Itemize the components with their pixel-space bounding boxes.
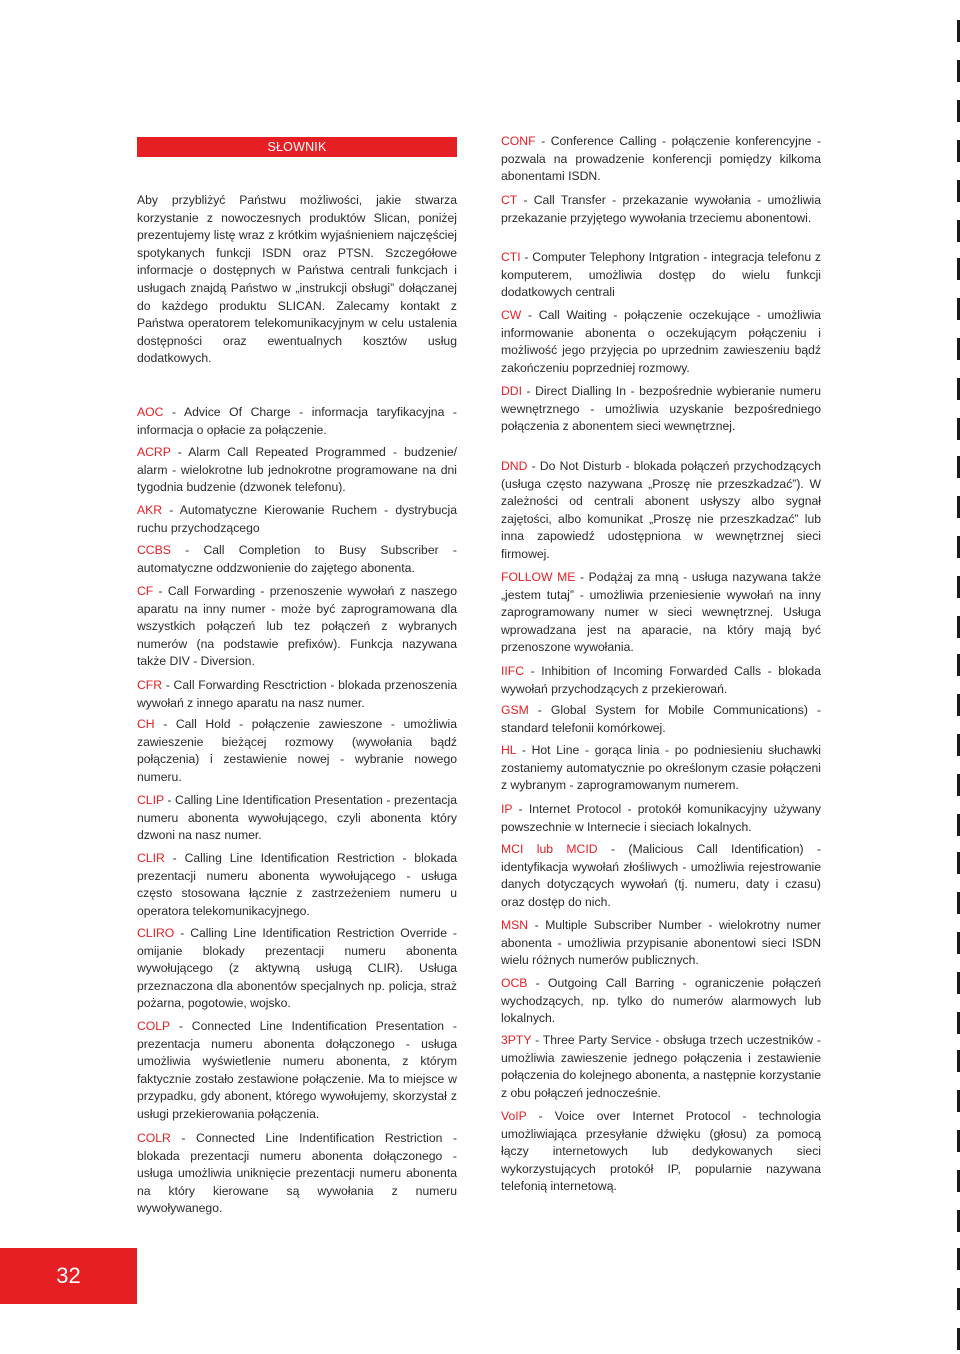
glossary-entry xyxy=(501,458,821,564)
glossary-entry xyxy=(501,663,821,698)
glossary-term: 3PTY xyxy=(501,1033,532,1047)
glossary-definition: - Voice over Internet Protocol - technologia umożliwiająca przesyłanie dźwięku (głosu) za pomocą łączy internetowych lub dedykowanych sieci wykorzystujących protokół IP, popularnie nazywana telefonią internetową. xyxy=(501,1109,821,1194)
glossary-term: DND xyxy=(501,459,528,473)
glossary-entry xyxy=(137,404,457,439)
glossary-term: CLIP xyxy=(137,793,164,807)
glossary-entry xyxy=(501,192,821,227)
glossary-entry xyxy=(501,801,821,836)
glossary-definition: - Direct Dialling In - bezpośrednie wybieranie numeru wewnętrznego - umożliwia uzyskanie bezpośredniego połączenia z abonentem sieci wewnętrznej. xyxy=(501,384,821,434)
glossary-definition: - Hot Line - gorąca linia - po podniesieniu słuchawki zostaniemy automatycznie po określonym czasie połączeni z wybranym - zaprogramowanym numerem. xyxy=(501,743,821,793)
glossary-term: MCI lub MCID xyxy=(501,842,598,856)
glossary-term: COLR xyxy=(137,1131,171,1145)
intro-paragraph: Aby przybliżyć Państwu możliwości, jakie stwarza korzystanie z nowoczesnych produktów Slican, poniżej prezentujemy listę wraz z krótkim wyjaśnieniem najczęściej spotykanych funkcji ISDN oraz PTSN. Szczegółowe informacje o dostępnych w Państwa centrali funkcjach i usługach znajdą Państwo w „instrukcji obsługi” dołączanej do każdego produktu SLICAN. Zalecamy kontakt z Państwa operatorem telekomunikacyjnym w celu ustalenia dostępności oraz ewentualnych kosztów usług dodatkowych. xyxy=(137,193,457,366)
glossary-term: FOLLOW ME xyxy=(501,570,576,584)
glossary-entry xyxy=(137,1018,457,1124)
glossary-definition: - Computer Telephony Intgration - integracja telefonu z komputerem, umożliwia dostęp do wielu funkcji dodatkowych centrali xyxy=(501,250,821,300)
glossary-term: CT xyxy=(501,193,518,207)
glossary-entry xyxy=(137,1130,457,1218)
glossary-title: SŁOWNIK xyxy=(137,137,457,157)
glossary-definition: - Three Party Service - obsługa trzech uczestników - umożliwia zawieszenie jednego połączenia i zestawienie połączenia do kolejnego abonenta, a następnie korzystanie z obu połączeń jednocześnie. xyxy=(501,1033,821,1100)
glossary-term: CW xyxy=(501,308,522,322)
glossary-entry xyxy=(501,917,821,970)
glossary-term: CH xyxy=(137,717,155,731)
glossary-term: CTI xyxy=(501,250,521,264)
glossary-definition: - Conference Calling - połączenie konferencyjne - pozwala na prowadzenie konferencji pomiędzy kilkoma abonentami ISDN. xyxy=(501,134,821,184)
glossary-definition: - Call Forwarding - przenoszenie wywołań z naszego aparatu na inny numer - może być zaprogramowana dla wszystkich połączeń lub tez połączeń z wybranych numerów (na podstawie prefixów). Funkcja nazywana także DIV - Diversion. xyxy=(137,584,457,669)
glossary-entry xyxy=(137,716,457,786)
glossary-term: IP xyxy=(501,802,513,816)
glossary-entry xyxy=(501,249,821,302)
glossary-entry xyxy=(501,841,821,911)
glossary-definition: - Connected Line Indentification Presentation - prezentacja numeru abonenta dołączonego - usługa umożliwia wyświetlenie numeru abonenta, z którym faktycznie zostało zestawione połączenie. Ma to miejsce w przypadku, gdy abonent, którego wywołujemy, skorzystał z usługi przekierowania połączenia. xyxy=(137,1019,457,1121)
glossary-term: CCBS xyxy=(137,543,171,557)
glossary-term: HL xyxy=(501,743,517,757)
glossary-definition: - Podążaj za mną - usługa nazywana także „jestem tutaj” - umożliwia przeniesienie wywołań na inny zaprogramowany numer w sieci wewnętrznej. Usługa wprowadzana jest na aparacie, na który mają być przenoszone wywołania. xyxy=(501,570,821,655)
glossary-term: CFR xyxy=(137,678,163,692)
glossary-definition: - Calling Line Identification Restriction Override - omijanie blokady prezentacji numeru abonenta wywołującego (z aktywną usługą CLIR). Usługa przeznaczona dla abonentów specjalnych np. policja, straż pożarna, pogotowie, wojsko. xyxy=(137,926,457,1011)
glossary-term: AOC xyxy=(137,405,164,419)
glossary-term: CLIRO xyxy=(137,926,175,940)
glossary-definition: - Connected Line Indentification Restriction - blokada prezentacji numeru abonenta dołączonego - usługa umożliwia uniknięcie prezentacji numeru abonenta na który kierowane są wywołania z numeru wywoływanego. xyxy=(137,1131,457,1216)
glossary-entry xyxy=(501,1108,821,1196)
glossary-definition: - Calling Line Identification Presentation - prezentacja numeru abonenta wywołującego, czyli abonenta który dzwoni na nasz numer. xyxy=(137,793,457,843)
glossary-term: CLIR xyxy=(137,851,165,865)
glossary-term: COLP xyxy=(137,1019,170,1033)
glossary-definition: - Call Hold - połączenie zawieszone - umożliwia zawieszenie bieżącej rozmowy (wywołania bądź połączenia) i zestawienie nowej - wybranie nowego numeru. xyxy=(137,717,457,784)
glossary-term: ACRP xyxy=(137,445,171,459)
glossary-definition: - (Malicious Call Identification) - identyfikacja wywołań złośliwych - umożliwia rejestrowanie danych dotyczących wywołań (tj. numeru, daty i czasu) oraz dostęp do nich. xyxy=(501,842,821,909)
glossary-entry xyxy=(137,583,457,671)
glossary-definition: - Global System for Mobile Communications) - standard telefonii komórkowej. xyxy=(501,703,821,735)
glossary-definition: - Call Waiting - połączenie oczekujące - umożliwia informowanie abonenta o oczekującym połączeniu i możliwość jego przyjęcia po uprzednim zawieszeniu bądź zakończeniu poprzedniej rozmowy. xyxy=(501,308,821,375)
glossary-entry xyxy=(501,702,821,737)
glossary-term: AKR xyxy=(137,503,163,517)
glossary-entry xyxy=(501,742,821,795)
glossary-definition: - Advice Of Charge - informacja taryfikacyjna - informacja o opłacie za połączenie. xyxy=(137,405,457,437)
glossary-definition: - Call Transfer - przekazanie wywołania - umożliwia przekazanie przyjętego wywołania trzeciemu abonentowi. xyxy=(501,193,821,225)
glossary-definition: - Outgoing Call Barring - ograniczenie połączeń wychodzących, np. tylko do numerów alarmowych lub lokalnych. xyxy=(501,976,821,1026)
glossary-definition: - Do Not Disturb - blokada połączeń przychodzących (usługa często nazywana „Proszę nie przeszkadzać”). W zależności od centrali abonent usłyszy albo sygnał zajętości, albo komunikat „Proszę nie przeszkadzać” lub inna zapowiedź udostępniona w wewnętrznej sieci firmowej. xyxy=(501,459,821,561)
glossary-entry xyxy=(137,677,457,712)
glossary-term: OCB xyxy=(501,976,528,990)
glossary-definition: - Call Forwarding Resctriction - blokada przenoszenia wywołań z innego aparatu na nasz numer. xyxy=(137,678,457,710)
glossary-entry xyxy=(137,444,457,497)
glossary-term: DDI xyxy=(501,384,522,398)
glossary-entry xyxy=(501,1032,821,1102)
glossary-entry xyxy=(137,850,457,920)
glossary-entry xyxy=(501,383,821,436)
glossary-definition: - Multiple Subscriber Number - wielokrotny numer abonenta - umożliwia przypisanie abonentowi sieci ISDN wielu różnych numerów publicznych. xyxy=(501,918,821,968)
glossary-entry xyxy=(137,925,457,1013)
glossary-entry xyxy=(501,975,821,1028)
glossary-term: IIFC xyxy=(501,664,525,678)
glossary-entry xyxy=(137,542,457,577)
glossary-term: VoIP xyxy=(501,1109,527,1123)
glossary-definition: - Calling Line Identification Restriction - blokada prezentacji numeru abonenta wywołującego - usługa często stosowana łącznie z zastrzeżeniem numeru u operatora telekomunikacyjnego. xyxy=(137,851,457,918)
glossary-definition: - Automatyczne Kierowanie Ruchem - dystrybucja ruchu przychodzącego xyxy=(137,503,457,535)
glossary-definition: - Internet Protocol - protokół komunikacyjny używany powszechnie w Internecie i sieciach lokalnych. xyxy=(501,802,821,834)
glossary-definition: - Inhibition of Incoming Forwarded Calls - blokada wywołań przychodzących z przekierowań. xyxy=(501,664,821,696)
page-number: 32 xyxy=(56,1263,81,1288)
glossary-term: GSM xyxy=(501,703,529,717)
glossary-entry xyxy=(137,502,457,537)
glossary-term: MSN xyxy=(501,918,529,932)
glossary-term: CONF xyxy=(501,134,536,148)
glossary-term: CF xyxy=(137,584,154,598)
glossary-definition: - Alarm Call Repeated Programmed - budzenie/ alarm - wielokrotne lub jednokrotne programowane na dni tygodnia budzenie (dzwonek telefonu). xyxy=(137,445,457,495)
glossary-entry xyxy=(137,792,457,845)
glossary-entry xyxy=(501,307,821,377)
glossary-definition: - Call Completion to Busy Subscriber - automatyczne oddzwonienie do zajętego abonenta. xyxy=(137,543,457,575)
glossary-entry xyxy=(501,133,821,186)
glossary-entry xyxy=(501,569,821,657)
